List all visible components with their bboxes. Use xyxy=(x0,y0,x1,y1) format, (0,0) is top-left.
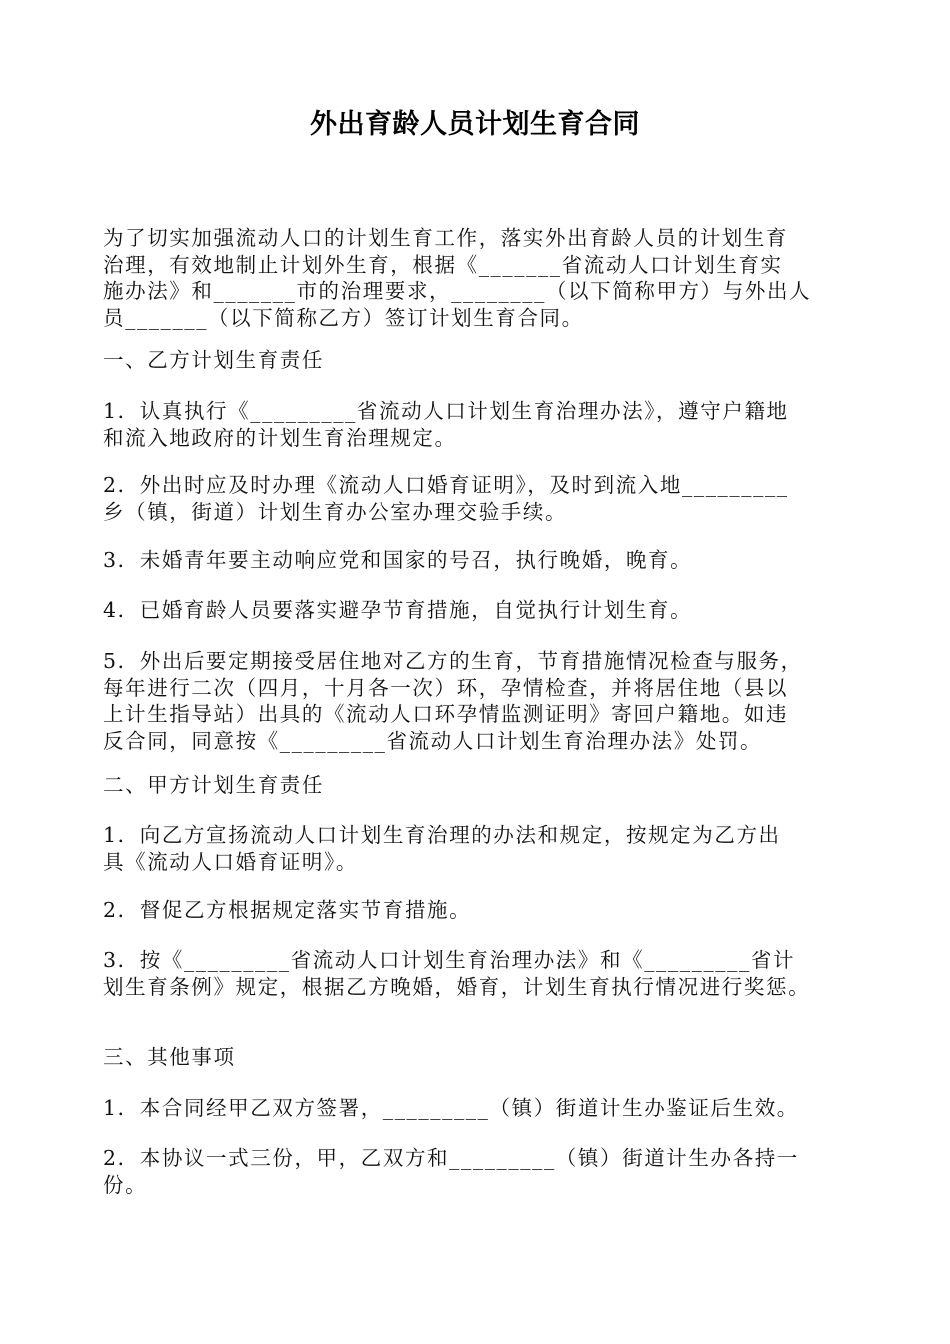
clause-other-2: 2．本协议一式三份，甲，乙双方和_________（镇）街道计生办各持一 份。 xyxy=(103,1146,799,1197)
clause-b-5: 5．外出后要定期接受居住地对乙方的生育，节育措施情况检查与服务， 每年进行二次（四月，十月各一次）环，孕情检查，并将居住地（县以 上计生指导站）出具的《流动人口环孕情监测证明》寄回户籍地。如违 反合同，同意按《_________省流动人口计划生育治理办法》处罚。 xyxy=(103,649,803,753)
clause-a-3: 3．按《_________省流动人口计划生育治理办法》和《_________省计 划生育条例》规定，根据乙方晚婚，婚育，计划生育执行情况进行奖惩。 xyxy=(103,948,811,999)
clause-b-4: 4．已婚育龄人员要落实避孕节育措施，自觉执行计划生育。 xyxy=(103,598,693,622)
section-heading-party-a: 二、甲方计划生育责任 xyxy=(103,773,324,797)
clause-other-1: 1．本合同经甲乙双方签署，_________（镇）街道计生办鉴证后生效。 xyxy=(103,1096,799,1120)
intro-paragraph: 为了切实加强流动人口的计划生育工作，落实外出育龄人员的计划生育 治理，有效地制止计划外生育，根据《_______省流动人口计划生育实 施办法》和_______市的治理要求，________（以下简称甲方）与外出人 员_______（以下简称乙方）签订计划生育合同。 xyxy=(103,226,812,330)
section-heading-party-b: 一、乙方计划生育责任 xyxy=(103,348,324,372)
section-heading-other: 三、其他事项 xyxy=(103,1045,236,1069)
clause-b-2: 2．外出时应及时办理《流动人口婚育证明》，及时到流入地_________ 乡（镇，街道）计划生育办公室办理交验手续。 xyxy=(103,473,789,524)
clause-a-1: 1．向乙方宣扬流动人口计划生育治理的办法和规定，按规定为乙方出 具《流动人口婚育证明》。 xyxy=(103,823,781,874)
clause-b-1: 1．认真执行《_________省流动人口计划生育治理办法》，遵守户籍地 和流入地政府的计划生育治理规定。 xyxy=(103,399,789,450)
document-title: 外出育龄人员计划生育合同 xyxy=(310,109,640,140)
clause-b-3: 3．未婚青年要主动响应党和国家的号召，执行晚婚，晚育。 xyxy=(103,548,693,572)
clause-a-2: 2．督促乙方根据规定落实节育措施。 xyxy=(103,898,472,922)
